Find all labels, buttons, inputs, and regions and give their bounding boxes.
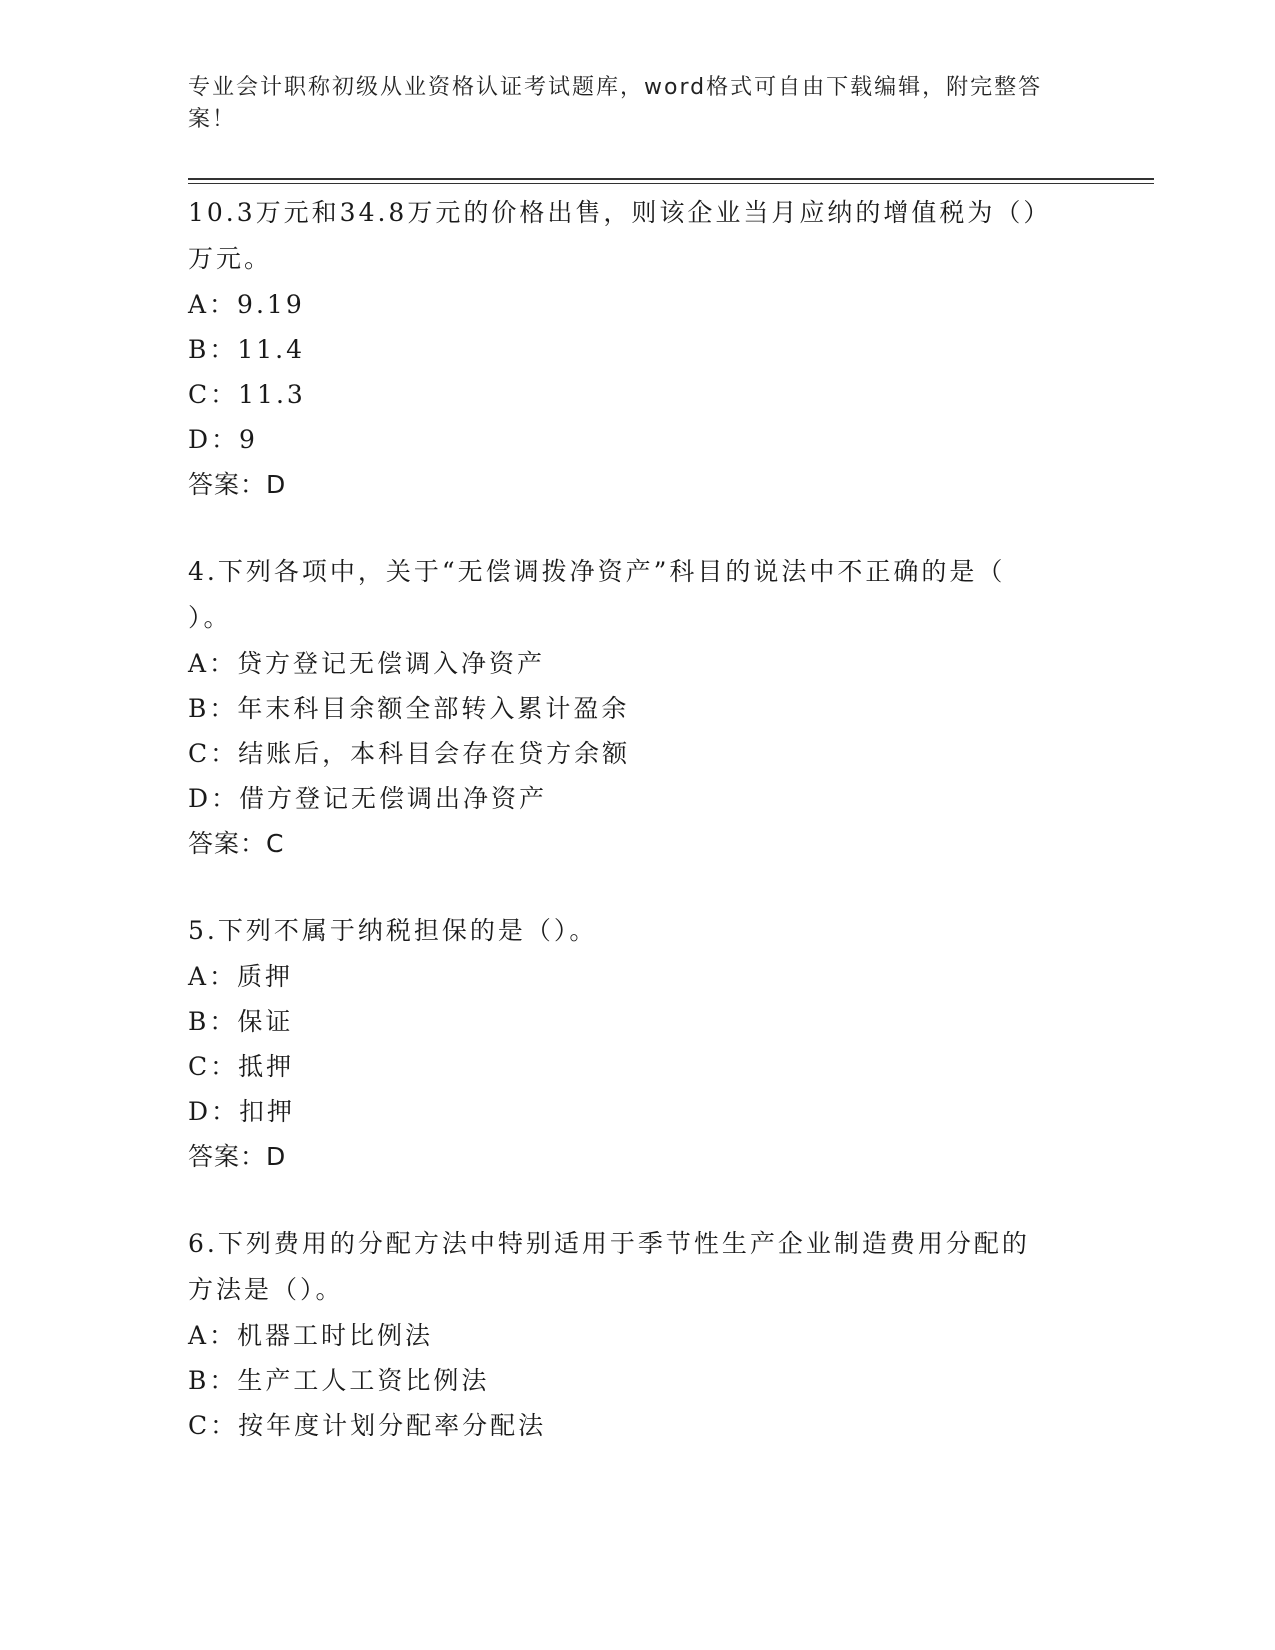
question-stem: 万元。 [188, 244, 273, 273]
question-block [188, 908, 1068, 1180]
header-divider [188, 178, 1154, 180]
document-header [188, 72, 1068, 136]
answer: 答案：C [188, 829, 285, 858]
option-b: B：11.4 [188, 335, 306, 364]
header-divider-thin [188, 183, 1154, 184]
option-a: A：9.19 [188, 290, 305, 319]
option-c: C：结账后，本科目会存在贷方余额 [188, 739, 631, 768]
question-stem: ）。 [188, 603, 232, 632]
question-block [188, 549, 1068, 867]
option-c: C：按年度计划分配率分配法 [188, 1411, 547, 1440]
option-a: A：贷方登记无偿调入净资产 [188, 649, 546, 678]
option-d: D：9 [188, 425, 258, 454]
option-b: B：年末科目余额全部转入累计盈余 [188, 694, 630, 723]
question-block [188, 1221, 1068, 1448]
spacer [188, 508, 1068, 549]
option-d: D：借方登记无偿调出净资产 [188, 784, 548, 813]
spacer [188, 867, 1068, 908]
question-stem: 4.下列各项中，关于“无偿调拨净资产”科目的说法中不正确的是（ [188, 557, 1006, 586]
question-stem: 6.下列费用的分配方法中特别适用于季节性生产企业制造费用分配的 [188, 1229, 1030, 1258]
question-stem: 5.下列不属于纳税担保的是（）。 [188, 916, 598, 945]
question-block [188, 190, 1068, 508]
question-stem: 10.3万元和34.8万元的价格出售，则该企业当月应纳的增值税为（） [188, 198, 1052, 227]
option-a: A：机器工时比例法 [188, 1321, 434, 1350]
option-c: C：抵押 [188, 1052, 295, 1081]
header-line: 案！ [188, 107, 237, 132]
option-b: B：生产工人工资比例法 [188, 1366, 490, 1395]
answer: 答案：D [188, 1142, 287, 1171]
option-d: D：扣押 [188, 1097, 296, 1126]
option-c: C：11.3 [188, 380, 306, 409]
option-b: B：保证 [188, 1007, 294, 1036]
header-line: 专业会计职称初级从业资格认证考试题库，word格式可自由下载编辑，附完整答 [188, 75, 1043, 100]
question-stem: 方法是（）。 [188, 1275, 344, 1304]
question-list [188, 190, 1068, 1448]
answer: 答案：D [188, 470, 287, 499]
option-a: A：质押 [188, 962, 294, 991]
spacer [188, 1180, 1068, 1221]
